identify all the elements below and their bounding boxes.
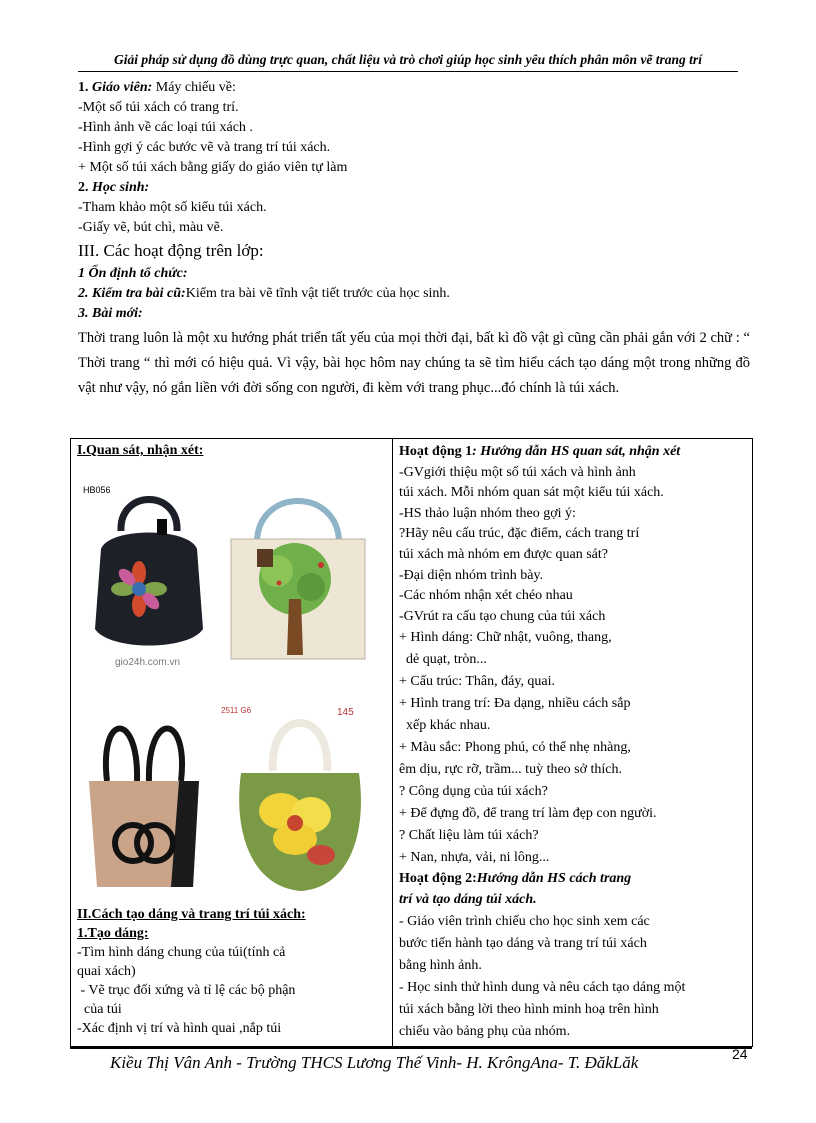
teacher-text: Máy chiếu về: bbox=[152, 80, 236, 95]
image-price-label: 145 bbox=[337, 707, 354, 718]
image-code-label: 2511 G6 bbox=[221, 706, 252, 715]
structure-line: + Để đựng đồ, để trang trí làm đẹp con người. bbox=[399, 806, 657, 822]
activity-1-title: : Hướng dẫn HS quan sát, nhận xét bbox=[472, 444, 681, 459]
activity-1-line: túi xách. Mỗi nhóm quan sát một kiểu túi xách. bbox=[399, 485, 664, 501]
structure-line: êm dịu, rực rỡ, trầm... tuỳ theo sở thích. bbox=[399, 762, 623, 778]
student-item: -Tham khảo một số kiểu túi xách. bbox=[78, 200, 267, 215]
activity-2-line: - Học sinh thử hình dung và nêu cách tạo dáng một bbox=[399, 979, 686, 995]
activity-2-title: Hướng dẫn HS cách trang bbox=[476, 871, 632, 887]
structure-line: + Cấu trúc: Thân, đáy, quai. bbox=[399, 674, 556, 690]
structure-line: + Hình dáng: Chữ nhật, vuông, thang, bbox=[399, 630, 612, 646]
activity-2-line: - Giáo viên trình chiếu cho học sinh xem các bbox=[399, 913, 650, 929]
shaping-line: - Vẽ trục đối xứng và tỉ lệ các bộ phận bbox=[77, 983, 296, 998]
step-1-heading: 1 Ổn định tổ chức: bbox=[78, 266, 188, 281]
beige-tote-bag-image bbox=[79, 701, 209, 897]
activity-2-heading bbox=[399, 869, 746, 890]
structure-line: xếp khác nhau. bbox=[399, 718, 491, 734]
observation-heading: I.Quan sát, nhận xét: bbox=[77, 443, 204, 458]
image-watermark: gio24h.com.vn bbox=[115, 657, 181, 668]
right-column bbox=[393, 439, 753, 1047]
footer-rule bbox=[70, 1047, 752, 1049]
activity-1-line: -GVrút ra cấu tạo chung của túi xách bbox=[399, 608, 606, 624]
section-3-heading: III. Các hoạt động trên lớp: bbox=[78, 241, 264, 260]
activity-2-prefix: Hoạt động 2: bbox=[399, 871, 477, 887]
activity-1-line: -Các nhóm nhận xét chéo nhau bbox=[399, 588, 573, 604]
page-footer: Kiều Thị Vân Anh - Trường THCS Lương Thế Vinh- H. KrôngAna- T. ĐăkLăk bbox=[110, 1053, 639, 1072]
left-column bbox=[71, 439, 393, 1047]
teacher-number: 1. bbox=[78, 80, 89, 95]
teacher-label: Giáo viên: bbox=[92, 80, 153, 95]
step-2-label: 2. Kiểm tra bài cũ: bbox=[78, 286, 186, 301]
shaping-heading: II.Cách tạo dáng và trang trí túi xách: bbox=[77, 907, 306, 922]
preparation-section bbox=[78, 78, 750, 401]
activity-1-heading bbox=[399, 442, 746, 463]
black-flower-bag-image bbox=[79, 479, 219, 669]
teacher-item: -Một số túi xách có trang trí. bbox=[78, 100, 239, 115]
activity-2-line: túi xách bằng lời theo hình minh hoạ trên hình bbox=[399, 1001, 659, 1017]
activity-2-title-cont: trí và tạo dáng túi xách. bbox=[399, 891, 537, 907]
activity-2-line: bằng hình ảnh. bbox=[399, 957, 482, 973]
student-heading bbox=[78, 178, 750, 198]
shaping-line: của túi bbox=[77, 1002, 122, 1017]
structure-line: + Nan, nhựa, vải, ni lông... bbox=[399, 850, 550, 866]
activity-1-line: túi xách mà nhóm em được quan sát? bbox=[399, 546, 608, 562]
intro-paragraph: Thời trang luôn là một xu hướng phát triển tất yếu của mọi thời đại, bất kì đồ vật gì cũng cần phải gắn với 2 chữ : “ Thời trang “ thì mới có hiệu quả. Vì vậy, bài học hôm nay chúng ta sẽ tìm hiểu cách tạo dáng một trong những đồ vật như vậy, nó gắn liền với đời sống con người, đi kèm với trang phục...đó chính là túi xách. bbox=[78, 330, 750, 396]
structure-line: ? Công dụng của túi xách? bbox=[399, 784, 548, 800]
shaping-section bbox=[77, 905, 395, 1038]
image-code-label: HB056 bbox=[83, 485, 111, 495]
green-flower-bag-image bbox=[211, 701, 387, 897]
structure-line: + Hình trang trí: Đa dạng, nhiều cách sắp bbox=[399, 696, 631, 712]
activity-2-line: chiếu vào bảng phụ của nhóm. bbox=[399, 1023, 571, 1039]
student-label: Học sinh: bbox=[92, 180, 150, 195]
shaping-line: -Xác định vị trí và hình quai ,nắp túi bbox=[77, 1021, 282, 1036]
lesson-table bbox=[70, 438, 753, 1047]
activity-1-line: -HS thảo luận nhóm theo gợi ý: bbox=[399, 505, 576, 521]
header-rule bbox=[78, 71, 738, 72]
teacher-item: -Hình ảnh về các loại túi xách . bbox=[78, 120, 253, 135]
activity-1-line: -Đại diện nhóm trình bày. bbox=[399, 567, 544, 583]
step-3-heading: 3. Bài mới: bbox=[78, 306, 143, 321]
activity-1-line: -GVgiới thiệu một số túi xách và hình ảnh bbox=[399, 464, 636, 480]
structure-line: ? Chất liệu làm túi xách? bbox=[399, 828, 539, 844]
student-item: -Giấy vẽ, bút chì, màu vẽ. bbox=[78, 220, 224, 235]
step-2-text: Kiểm tra bài vẽ tĩnh vật tiết trước của học sinh. bbox=[185, 286, 450, 301]
student-number: 2. bbox=[78, 180, 89, 195]
tree-tote-bag-image bbox=[217, 479, 379, 675]
shaping-subheading: 1.Tạo dáng: bbox=[77, 926, 149, 941]
activity-2-line: bước tiến hành tạo dáng và trang trí túi xách bbox=[399, 935, 647, 951]
page-number: 24 bbox=[732, 1046, 748, 1062]
teacher-item: + Một số túi xách bằng giấy do giáo viên tự làm bbox=[78, 160, 348, 175]
teacher-heading bbox=[78, 78, 750, 98]
activity-1-line: ?Hãy nêu cấu trúc, đặc điểm, cách trang trí bbox=[399, 526, 640, 542]
shaping-line: quai xách) bbox=[77, 964, 136, 979]
activity-1-prefix: Hoạt động 1 bbox=[399, 444, 473, 459]
page-header: Giải pháp sử dụng đồ dùng trực quan, chất liệu và trò chơi giúp học sinh yêu thích phân môn vẽ trang trí bbox=[114, 52, 702, 67]
structure-line: + Màu sắc: Phong phú, có thể nhẹ nhàng, bbox=[399, 740, 631, 756]
structure-line: dẻ quạt, tròn... bbox=[399, 652, 487, 668]
teacher-item: -Hình gợi ý các bước vẽ và trang trí túi xách. bbox=[78, 140, 331, 155]
shaping-line: -Tìm hình dáng chung của túi(tính cả bbox=[77, 945, 286, 960]
